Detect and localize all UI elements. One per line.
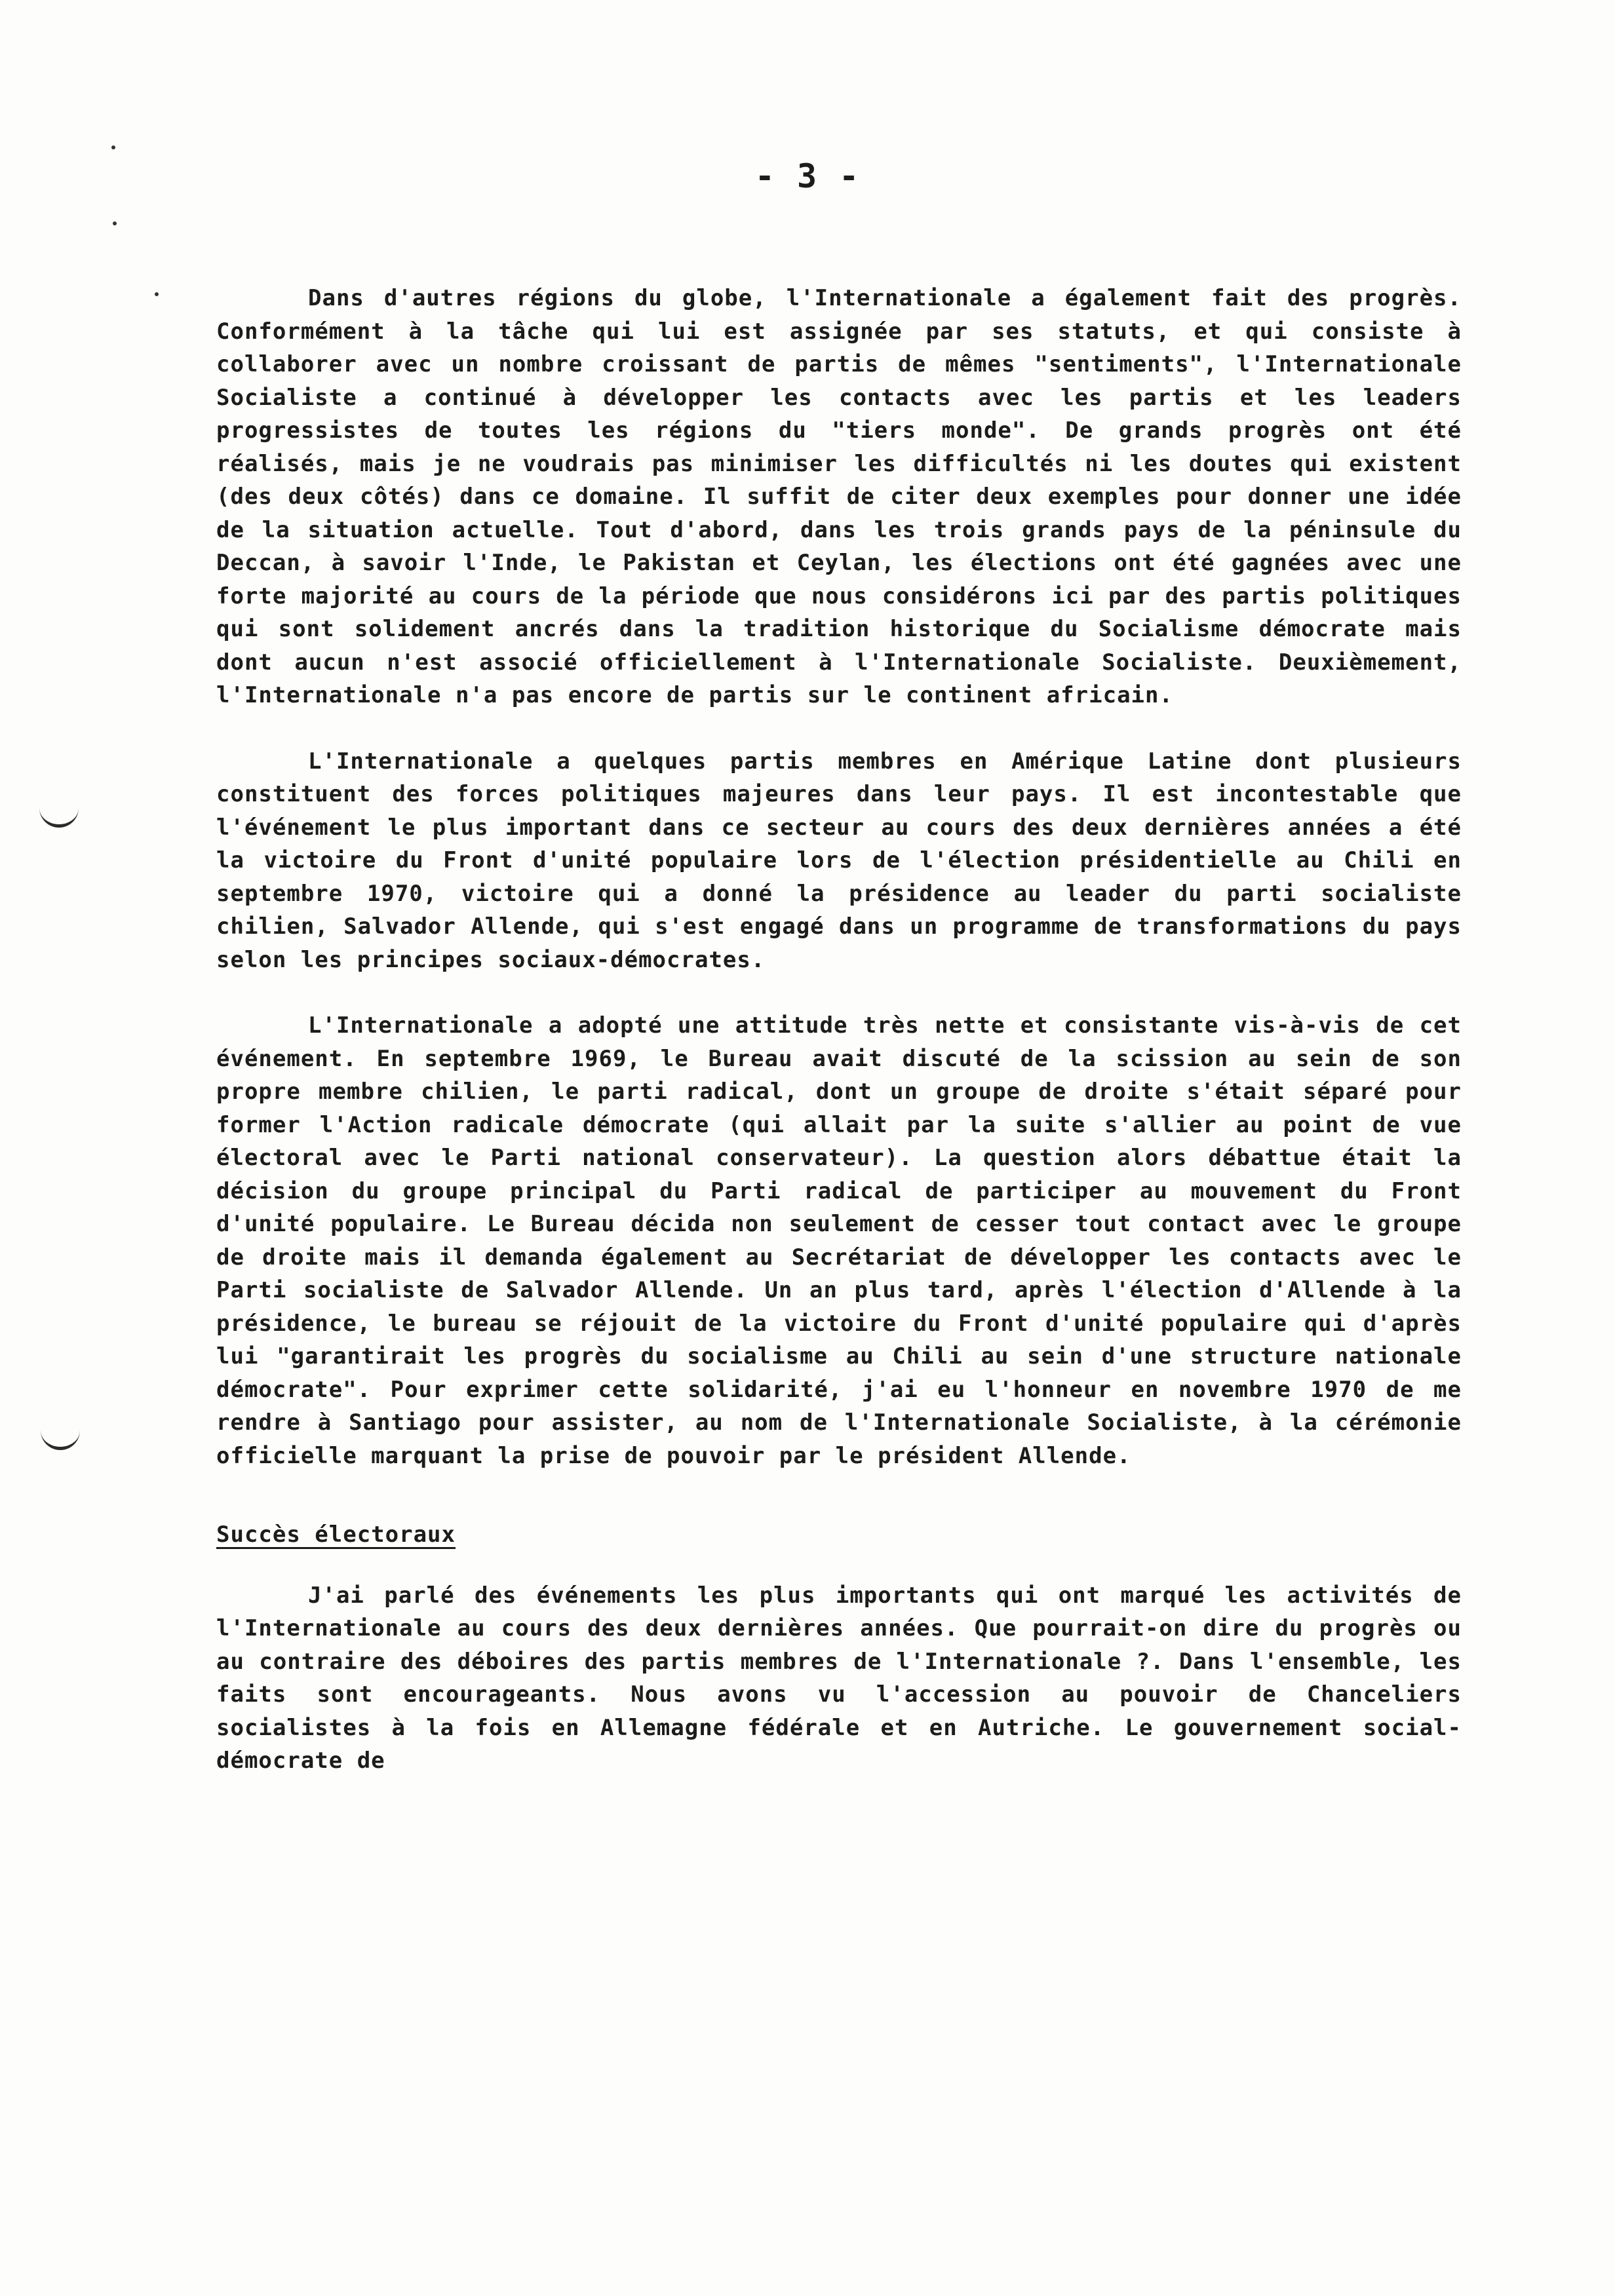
document-body: [216, 282, 1462, 1810]
paragraph-electoral-success: J'ai parlé des événements les plus importants qui ont marqué les activités de l'Internationale au cours des deux dernières années. Que pourrait-on dire du progrès ou au contraire des déboires des partis membres de l'Internationale ?. Dans l'ensemble, les faits sont encourageants. Nous avons vu l'accession au pouvoir de Chanceliers socialistes à la fois en Allemagne fédérale et en Autriche. Le gouvernement social-démocrate de: [216, 1582, 1462, 1774]
paragraph-chile: L'Internationale a adopté une attitude très nette et consistante vis-à-vis de cet événement. En septembre 1969, le Bureau avait discuté de la scission au sein de son propre membre chilien, le parti radical, dont un groupe de droite s'était séparé pour former l'Action radicale démocrate (qui allait par la suite s'allier au point de vue électoral avec le Parti national conservateur). La question alors débattue était la décision du groupe principal du Parti radical de participer au mouvement du Front d'unité populaire. Le Bureau décida non seulement de cesser tout contact avec le groupe de droite mais il demanda également au Secrétariat de développer les contacts avec le Parti socialiste de Salvador Allende. Un an plus tard, après l'élection d'Allende à la présidence, le bureau se réjouit de la victoire du Front d'unité populaire qui d'après lui "garantirait les progrès du socialisme au Chili au sein d'une structure nationale démocrate". Pour exprimer cette solidarité, j'ai eu l'honneur en novembre 1970 de me rendre à Santiago pour assister, au nom de l'Internationale Socialiste, à la cérémonie officielle marquant la prise de pouvoir par le président Allende.: [216, 1012, 1462, 1469]
margin-dot: [113, 221, 117, 225]
margin-dot: [155, 292, 159, 296]
paragraph-third-world: Dans d'autres régions du globe, l'Internationale a également fait des progrès. Conformément à la tâche qui lui est assignée par ses statuts, et qui consiste à collaborer avec un nombre croissant de partis de mêmes "sentiments", l'Internationale Socialiste a continué à développer les contacts avec les partis et les leaders progressistes de toutes les régions du "tiers monde". De grands progrès ont été réalisés, mais je ne voudrais pas minimiser les difficultés ni les doutes qui existent (des deux côtés) dans ce domaine. Il suffit de citer deux exemples pour donner une idée de la situation actuelle. Tout d'abord, dans les trois grands pays de la péninsule du Deccan, à savoir l'Inde, le Pakistan et Ceylan, les élections ont été gagnées avec une forte majorité au cours de la période que nous considérons ici par des partis politiques qui sont solidement ancrés dans la tradition historique du Socialisme démocrate mais dont aucun n'est associé officiellement à l'Internationale Socialiste. Deuxièmement, l'Internationale n'a pas encore de partis sur le continent africain.: [216, 285, 1462, 708]
paragraph-latin-america: L'Internationale a quelques partis membres en Amérique Latine dont plusieurs constituent des forces politiques majeures dans leur pays. Il est incontestable que l'événement le plus important dans ce secteur au cours des deux dernières années a été la victoire du Front d'unité populaire lors de l'élection présidentielle au Chili en septembre 1970, victoire qui a donné la présidence au leader du parti socialiste chilien, Salvador Allende, qui s'est engagé dans un programme de transformations du pays selon les principes sociaux-démocrates.: [216, 748, 1462, 973]
margin-brace-mark: [39, 807, 79, 828]
margin-dot: [111, 145, 115, 149]
margin-brace-mark: [41, 1430, 80, 1450]
section-heading: Succès électoraux: [216, 1521, 456, 1548]
page-number: - 3 -: [754, 157, 861, 195]
